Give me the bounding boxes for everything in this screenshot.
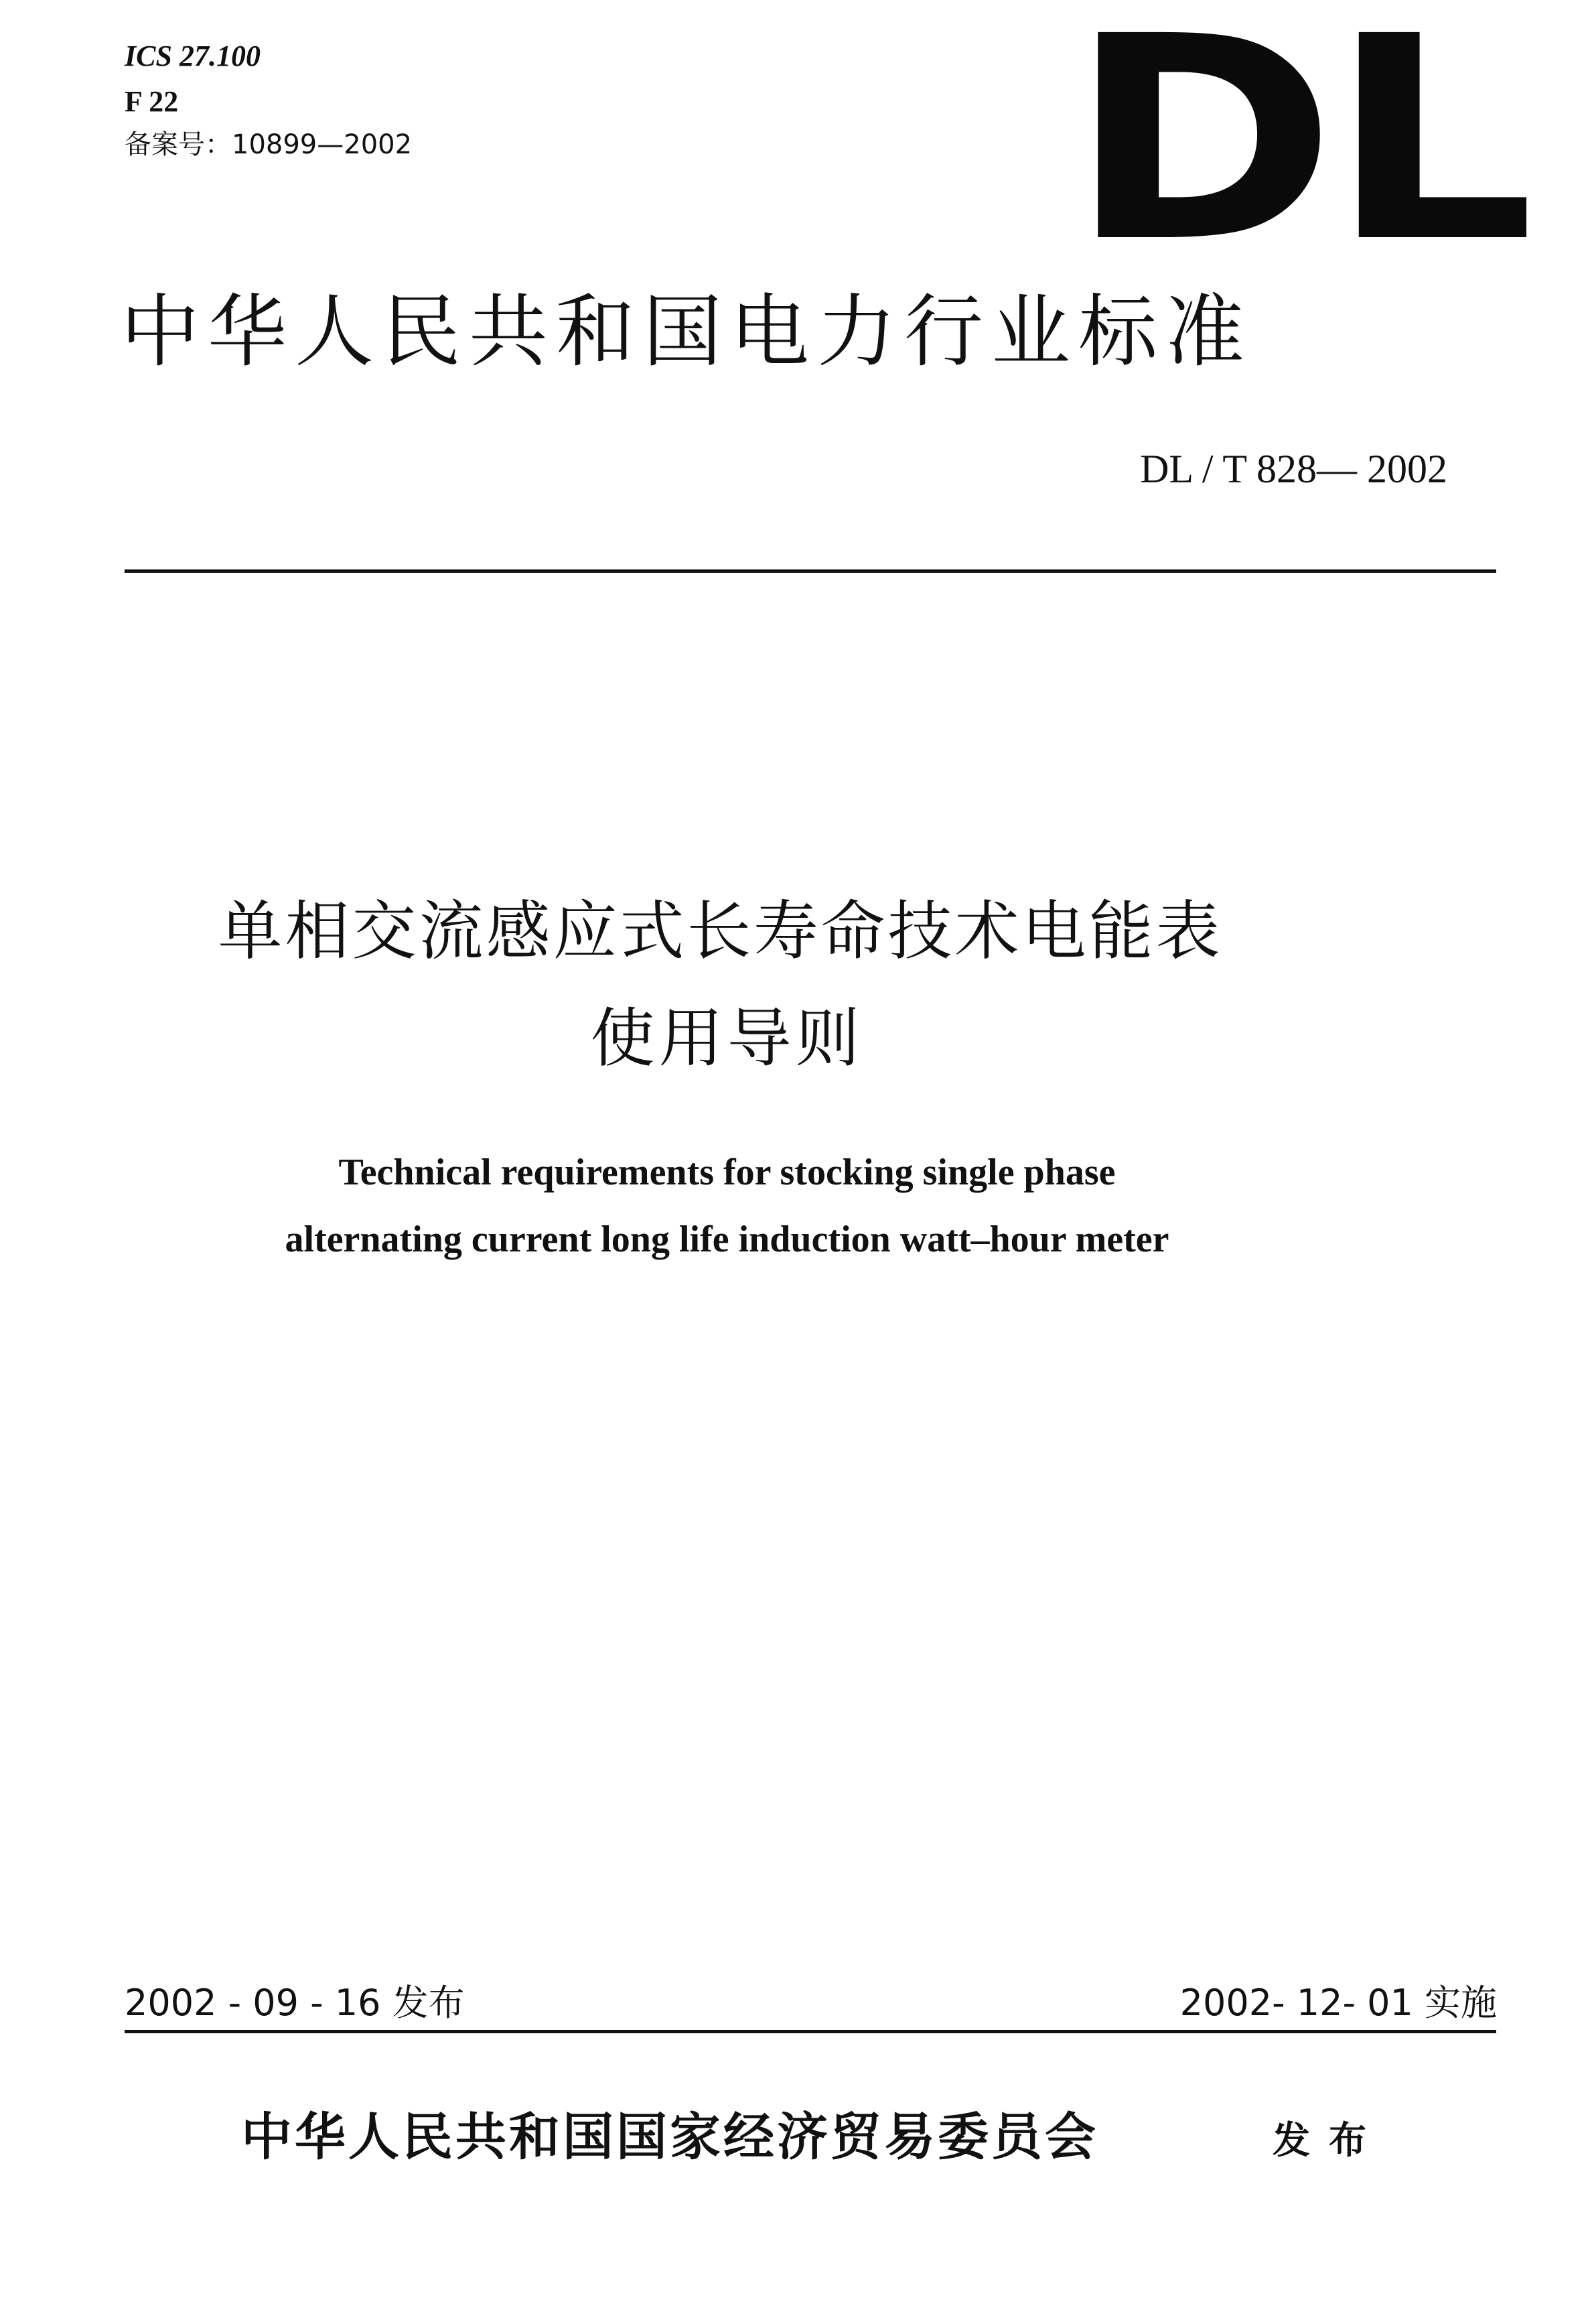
ccs-code: F 22 [125, 85, 179, 118]
bottom-divider [125, 2030, 1496, 2033]
dl-logo: DL [1068, 0, 1528, 304]
effective-date: 2002- 12- 01 实施 [1179, 1982, 1497, 2024]
title-en-line1: Technical requirements for stocking single phase [338, 1152, 1116, 1193]
issue-date: 2002 - 09 - 16 发布 [125, 1982, 465, 2024]
standard-number: DL / T 828— 2002 [1140, 447, 1447, 491]
issuing-authority: 中华人民共和国国家经济贸易委员会 [241, 2107, 1098, 2167]
standard-category-title: 中华人民共和国电力行业标准 [121, 285, 1253, 378]
title-en-line2: alternating current long life induction watt–hour meter [285, 1219, 1169, 1260]
title-cn-line2: 使用导则 [590, 1001, 864, 1076]
filing-number: 备案号：10899—2002 [125, 129, 413, 160]
title-cn-line1: 单相交流感应式长寿命技术电能表 [218, 894, 1223, 969]
issue-label: 发布 [1273, 2118, 1385, 2163]
ics-code: ICS 27.100 [125, 40, 261, 72]
top-divider [125, 569, 1496, 573]
